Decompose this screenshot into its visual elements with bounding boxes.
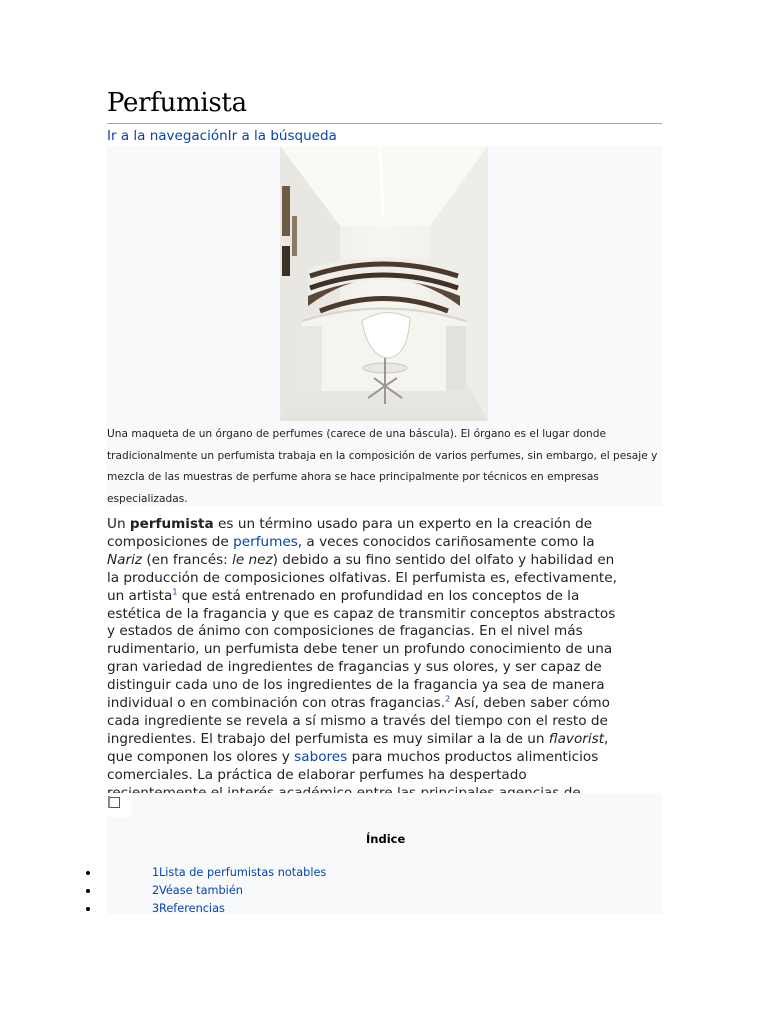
text-run: para muchos productos alimenticios comerciales. La práctica de elaborar perfumes ha despertado xyxy=(107,748,599,783)
italic-le-nez: le nez xyxy=(232,551,273,568)
text-run: ) debido a su fino sentido del olfato y habilidad en la producción de composiciones olfativas. El perfumista es, efectivamente, un artista xyxy=(107,551,617,604)
reference-2[interactable]: 2 xyxy=(445,694,451,704)
figure-caption: Una maqueta de un órgano de perfumes (carece de una báscula). El órgano es el lugar donde tradicionalmente un perfumista trabaja en la composición de varios perfumes, sin embargo, el pesaje y mezcla de las muestras de perfume ahora se hace principalmente por técnicos en empresas especializadas. xyxy=(107,428,658,505)
reference-1[interactable]: 1 xyxy=(172,587,178,597)
text-run: Un xyxy=(107,516,130,532)
jump-links xyxy=(107,128,337,144)
jump-to-search-link[interactable]: Ir a la búsqueda xyxy=(227,128,337,144)
title-divider xyxy=(107,123,662,124)
toc-item-number[interactable]: 1 xyxy=(152,866,160,879)
perfume-organ-image[interactable] xyxy=(280,146,488,421)
toc-title: Índice xyxy=(366,832,406,846)
article-paragraph xyxy=(107,516,627,820)
text-run: , a veces conocidos cariñosamente como la xyxy=(297,533,595,550)
text-run: Así, deben saber cómo cada ingrediente se revela a sí mismo a través del tiempo con el resto de ingredientes. El trabajo del perfumista es muy similar a la de un xyxy=(107,695,610,747)
text-run: que está entrenado en profundidad en los conceptos de la estética de la fragancia y que es capaz de transmitir conceptos abstractos y estados de ánimo con composiciones de fragancias. En el nivel más rudimentario, un perfumista debe tener un profundo conocimiento de una gran variedad de ingredientes de fragancias y sus olores, y ser capaz de distinguir cada uno de los ingredientes de la fragancia ya sea de manera individual o en combinación con otras fragancias. xyxy=(107,587,616,712)
toc-item-label[interactable]: Referencias xyxy=(159,902,225,915)
text-run: (en francés: xyxy=(142,551,233,568)
text-run: es un término usado para un experto en la creación de composiciones de xyxy=(107,516,593,550)
italic-nariz: Nariz xyxy=(107,551,142,568)
page-title: Perfumista xyxy=(107,88,247,118)
jump-to-navigation-link[interactable]: Ir a la navegación xyxy=(107,128,228,144)
bullet-icon xyxy=(86,907,90,911)
text-run: , que componen los olores y xyxy=(107,730,609,765)
toc-item-number[interactable]: 3 xyxy=(152,902,160,915)
bullet-icon xyxy=(86,889,90,893)
toc-toggle-checkbox[interactable] xyxy=(109,797,120,808)
toc-item-label[interactable]: Véase también xyxy=(159,884,243,897)
toc-item-label[interactable]: Lista de perfumistas notables xyxy=(159,866,327,879)
italic-flavorist: flavorist xyxy=(548,730,605,747)
bullet-icon xyxy=(86,871,90,875)
link-perfumes[interactable]: perfumes xyxy=(233,533,298,550)
link-sabores[interactable]: sabores xyxy=(294,748,348,765)
toc-item-number[interactable]: 2 xyxy=(152,884,160,897)
term-bold: perfumista xyxy=(129,516,214,532)
